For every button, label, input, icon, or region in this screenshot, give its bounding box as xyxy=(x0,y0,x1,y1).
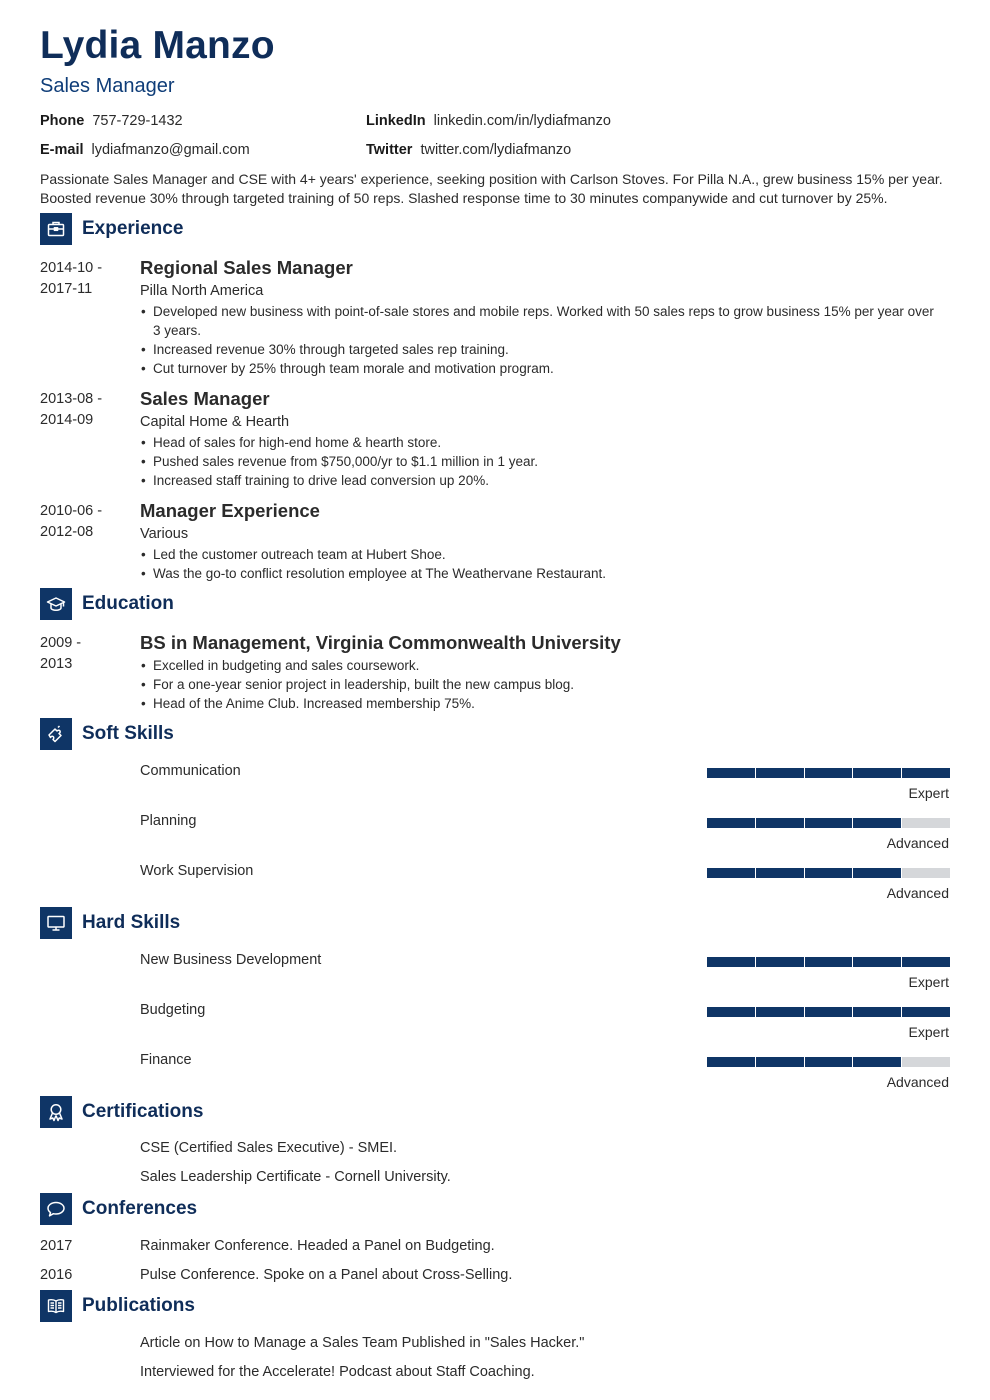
section-title: Experience xyxy=(82,218,184,239)
conference-text: Rainmaker Conference. Headed a Panel on Budgeting. xyxy=(140,1238,495,1254)
entry-title: Manager Experience xyxy=(140,500,320,521)
rating-segment-filled xyxy=(853,768,901,778)
date-end: 2014-09 xyxy=(40,412,94,428)
rating-segment-filled xyxy=(805,1057,853,1067)
skill-rating-bar xyxy=(707,768,950,778)
rating-segment-filled xyxy=(756,1007,804,1017)
rating-segment-filled xyxy=(805,1007,853,1017)
contact-label: Phone xyxy=(40,113,85,129)
publication-item: Interviewed for the Accelerate! Podcast about Staff Coaching. xyxy=(140,1364,535,1380)
rating-segment-filled xyxy=(756,768,804,778)
contact-linkedin xyxy=(366,113,611,129)
profile-summary: Passionate Sales Manager and CSE with 4+ years' experience, seeking position with Carlson Stoves. For Pilla N.A., grew business 15% per year. Boosted revenue 30% through targeted training of 50 reps. Slashed response time to 30 minutes companywide and cut turnover by 25%. xyxy=(40,171,943,206)
date-start: 2013-08 - xyxy=(40,391,103,407)
rating-segment-empty xyxy=(902,868,950,878)
entry-bullets xyxy=(140,656,940,713)
skill-level: Expert xyxy=(908,785,949,801)
date-start: 2010-06 - xyxy=(40,503,103,519)
entry-bullets xyxy=(140,302,940,378)
skill-rating-bar xyxy=(707,1057,950,1067)
section-experience xyxy=(40,213,183,245)
date-end: 2012-08 xyxy=(40,524,94,540)
entry-bullets xyxy=(140,545,940,583)
skill-name: New Business Development xyxy=(140,952,322,968)
contact-label: Twitter xyxy=(366,142,413,158)
bullet-item: • Cut turnover by 25% through team morale and motivation program. xyxy=(140,359,940,378)
date-start: 2009 - xyxy=(40,635,82,651)
bullet-item: • Pushed sales revenue from $750,000/yr to $1.1 million in 1 year. xyxy=(140,452,940,471)
contact-twitter xyxy=(366,142,571,158)
skill-level: Advanced xyxy=(886,885,949,901)
rating-segment-filled xyxy=(805,957,853,967)
bullet-item: • For a one-year senior project in leadership, built the new campus blog. xyxy=(140,675,940,694)
section-publications xyxy=(40,1290,195,1322)
rating-segment-filled xyxy=(805,818,853,828)
entry-title: Regional Sales Manager xyxy=(140,257,353,278)
rating-segment-filled xyxy=(902,768,950,778)
skill-rating-bar xyxy=(707,818,950,828)
contact-value: linkedin.com/in/lydiafmanzo xyxy=(433,113,611,129)
rating-segment-filled xyxy=(853,1007,901,1017)
rating-segment-filled xyxy=(707,1057,755,1067)
rating-segment-filled xyxy=(756,818,804,828)
rating-segment-filled xyxy=(853,1057,901,1067)
entry-company: Pilla North America xyxy=(140,283,264,299)
skill-name: Finance xyxy=(140,1052,192,1068)
entry-title: Sales Manager xyxy=(140,388,270,409)
rating-segment-filled xyxy=(707,868,755,878)
bullet-item: • Head of sales for high-end home & hearth store. xyxy=(140,433,940,452)
date-end: 2017-11 xyxy=(40,281,93,297)
certification-item: CSE (Certified Sales Executive) - SMEI. xyxy=(140,1140,398,1156)
section-title: Education xyxy=(82,593,174,614)
rating-segment-filled xyxy=(805,868,853,878)
bullet-item: • Excelled in budgeting and sales coursework. xyxy=(140,656,940,675)
section-hard-skills xyxy=(40,907,180,939)
skill-level: Advanced xyxy=(886,1074,949,1090)
publication-item: Article on How to Manage a Sales Team Published in "Sales Hacker." xyxy=(140,1335,585,1351)
award-ribbon-icon xyxy=(40,1096,72,1128)
contact-label: E-mail xyxy=(40,142,84,158)
skill-rating-bar xyxy=(707,957,950,967)
skill-rating-bar xyxy=(707,868,950,878)
rating-segment-filled xyxy=(853,868,901,878)
skill-name: Communication xyxy=(140,763,241,779)
bullet-item: • Increased revenue 30% through targeted sales rep training. xyxy=(140,340,940,359)
bullet-item: • Was the go-to conflict resolution employee at The Weathervane Restaurant. xyxy=(140,564,940,583)
section-title: Hard Skills xyxy=(82,912,181,933)
rating-segment-filled xyxy=(902,1007,950,1017)
rating-segment-empty xyxy=(902,1057,950,1067)
skill-name: Planning xyxy=(140,813,197,829)
date-end: 2013 xyxy=(40,656,73,672)
rating-segment-filled xyxy=(805,768,853,778)
rating-segment-filled xyxy=(756,1057,804,1067)
conference-year: 2016 xyxy=(40,1267,73,1283)
skill-rating-bar xyxy=(707,1007,950,1017)
skill-level: Expert xyxy=(908,974,949,990)
entry-title: BS in Management, Virginia Commonwealth University xyxy=(140,632,621,653)
contact-label: LinkedIn xyxy=(366,113,426,129)
section-title: Soft Skills xyxy=(82,723,174,744)
contact-value: twitter.com/lydiafmanzo xyxy=(420,142,572,158)
rating-segment-filled xyxy=(756,957,804,967)
bullet-item: • Led the customer outreach team at Hubert Shoe. xyxy=(140,545,940,564)
rating-segment-filled xyxy=(707,957,755,967)
contact-phone xyxy=(40,113,183,129)
certification-item: Sales Leadership Certificate - Cornell University. xyxy=(140,1169,451,1185)
entry-company: Capital Home & Hearth xyxy=(140,414,290,430)
bullet-item: • Increased staff training to drive lead conversion up 20%. xyxy=(140,471,940,490)
skill-name: Work Supervision xyxy=(140,863,254,879)
rating-segment-filled xyxy=(707,768,755,778)
speech-bubble-icon xyxy=(40,1193,72,1225)
bullet-item: • Developed new business with point-of-sale stores and mobile reps. Worked with 50 sales reps to grow business 15% per year over 3 years. xyxy=(140,302,940,340)
conference-text: Pulse Conference. Spoke on a Panel about Cross-Selling. xyxy=(140,1267,513,1283)
section-title: Certifications xyxy=(82,1101,204,1122)
briefcase-icon xyxy=(40,213,72,245)
rating-segment-filled xyxy=(853,957,901,967)
rating-segment-filled xyxy=(756,868,804,878)
candidate-name: Lydia Manzo xyxy=(40,24,275,67)
rating-segment-filled xyxy=(853,818,901,828)
section-conferences xyxy=(40,1193,197,1225)
section-soft-skills xyxy=(40,718,174,750)
section-certifications xyxy=(40,1096,203,1128)
entry-date xyxy=(40,258,130,300)
section-education xyxy=(40,588,174,620)
open-book-icon xyxy=(40,1290,72,1322)
conference-year: 2017 xyxy=(40,1238,73,1254)
date-start: 2014-10 - xyxy=(40,260,103,276)
skill-level: Expert xyxy=(908,1024,949,1040)
graduation-cap-icon xyxy=(40,588,72,620)
contact-value: lydiafmanzo@gmail.com xyxy=(91,142,250,158)
bullet-item: • Head of the Anime Club. Increased membership 75%. xyxy=(140,694,940,713)
rating-segment-empty xyxy=(902,818,950,828)
contact-email xyxy=(40,142,250,158)
rating-segment-filled xyxy=(902,957,950,967)
section-title: Publications xyxy=(82,1295,195,1316)
section-title: Conferences xyxy=(82,1198,198,1219)
entry-company: Various xyxy=(140,526,189,542)
rating-segment-filled xyxy=(707,818,755,828)
entry-date xyxy=(40,389,130,431)
entry-date xyxy=(40,501,130,543)
entry-date xyxy=(40,633,130,675)
entry-bullets xyxy=(140,433,940,490)
monitor-icon xyxy=(40,907,72,939)
skill-level: Advanced xyxy=(886,835,949,851)
candidate-title: Sales Manager xyxy=(40,75,175,97)
rating-segment-filled xyxy=(707,1007,755,1017)
contact-value: 757-729-1432 xyxy=(92,113,183,129)
puzzle-hand-icon xyxy=(40,718,72,750)
skill-name: Budgeting xyxy=(140,1002,206,1018)
